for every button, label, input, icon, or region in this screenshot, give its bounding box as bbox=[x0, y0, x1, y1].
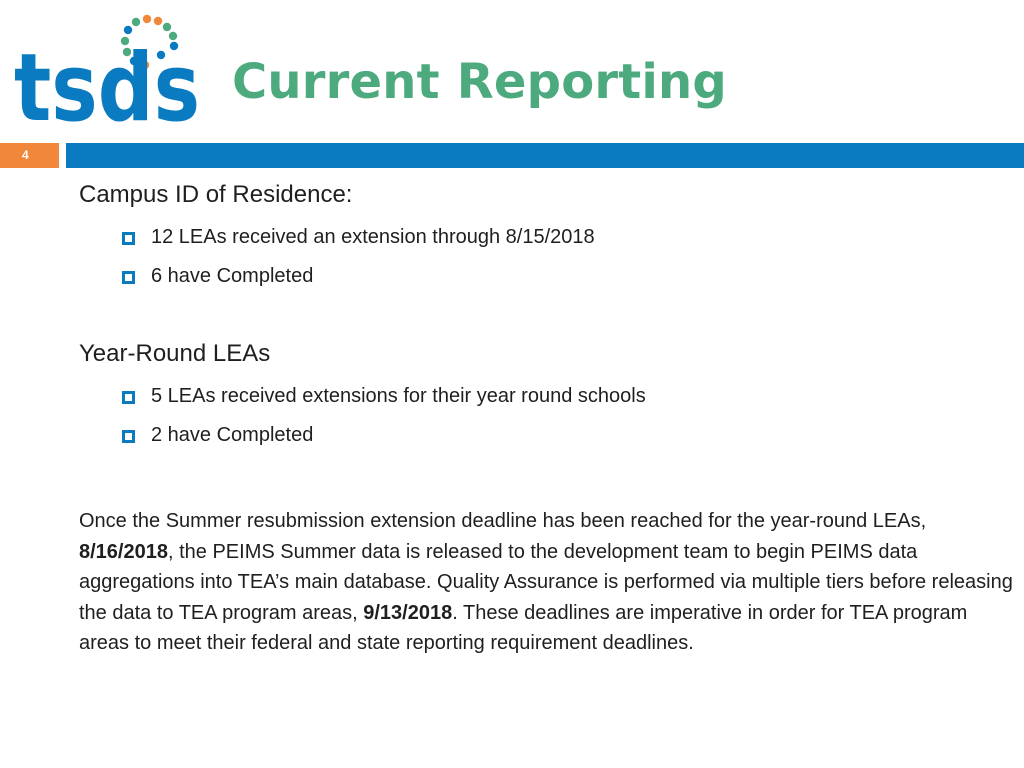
deadline-date-1: 8/16/2018 bbox=[79, 540, 168, 563]
bullet-square-icon bbox=[122, 391, 135, 404]
year-round-bullet-list bbox=[79, 377, 1014, 455]
slide-content bbox=[79, 178, 1014, 659]
summary-paragraph bbox=[79, 506, 1014, 659]
list-item bbox=[79, 218, 1014, 257]
tsds-logo bbox=[14, 14, 204, 143]
bullet-text: 6 have Completed bbox=[151, 265, 314, 287]
slide-number: 4 bbox=[0, 143, 59, 168]
deadline-date-2: 9/13/2018 bbox=[363, 601, 453, 624]
section-heading-year-round: Year-Round LEAs bbox=[79, 340, 271, 367]
bullet-square-icon bbox=[122, 232, 135, 245]
paragraph-text: , the PEIMS Summer data is released to the development team to begin PEIMS data aggregations into TEA’s main database. Quality Assurance is performed via multiple tiers before releasing the data to TEA program areas, bbox=[79, 540, 1013, 624]
tsds-logo-graphic bbox=[14, 14, 204, 143]
page-title: Current Reporting bbox=[232, 54, 727, 110]
bullet-text: 12 LEAs received an extension through 8/15/2018 bbox=[151, 226, 595, 248]
list-item bbox=[79, 377, 1014, 416]
title-bar-divider bbox=[66, 143, 1024, 168]
section-heading-campus-id: Campus ID of Residence: bbox=[79, 181, 353, 208]
bullet-text: 5 LEAs received extensions for their year round schools bbox=[151, 385, 646, 407]
paragraph-text: . These deadlines are imperative in order for TEA program areas to meet their federal and state reporting requirement deadlines. bbox=[79, 601, 968, 655]
bullet-square-icon bbox=[122, 430, 135, 443]
list-item bbox=[79, 257, 1014, 296]
campus-id-bullet-list bbox=[79, 218, 1014, 296]
bullet-text: 2 have Completed bbox=[151, 424, 314, 446]
list-item bbox=[79, 416, 1014, 455]
paragraph-text: Once the Summer resubmission extension deadline has been reached for the year-round LEAs, bbox=[79, 510, 927, 532]
bullet-square-icon bbox=[122, 271, 135, 284]
logo-text: tsds bbox=[14, 34, 200, 143]
